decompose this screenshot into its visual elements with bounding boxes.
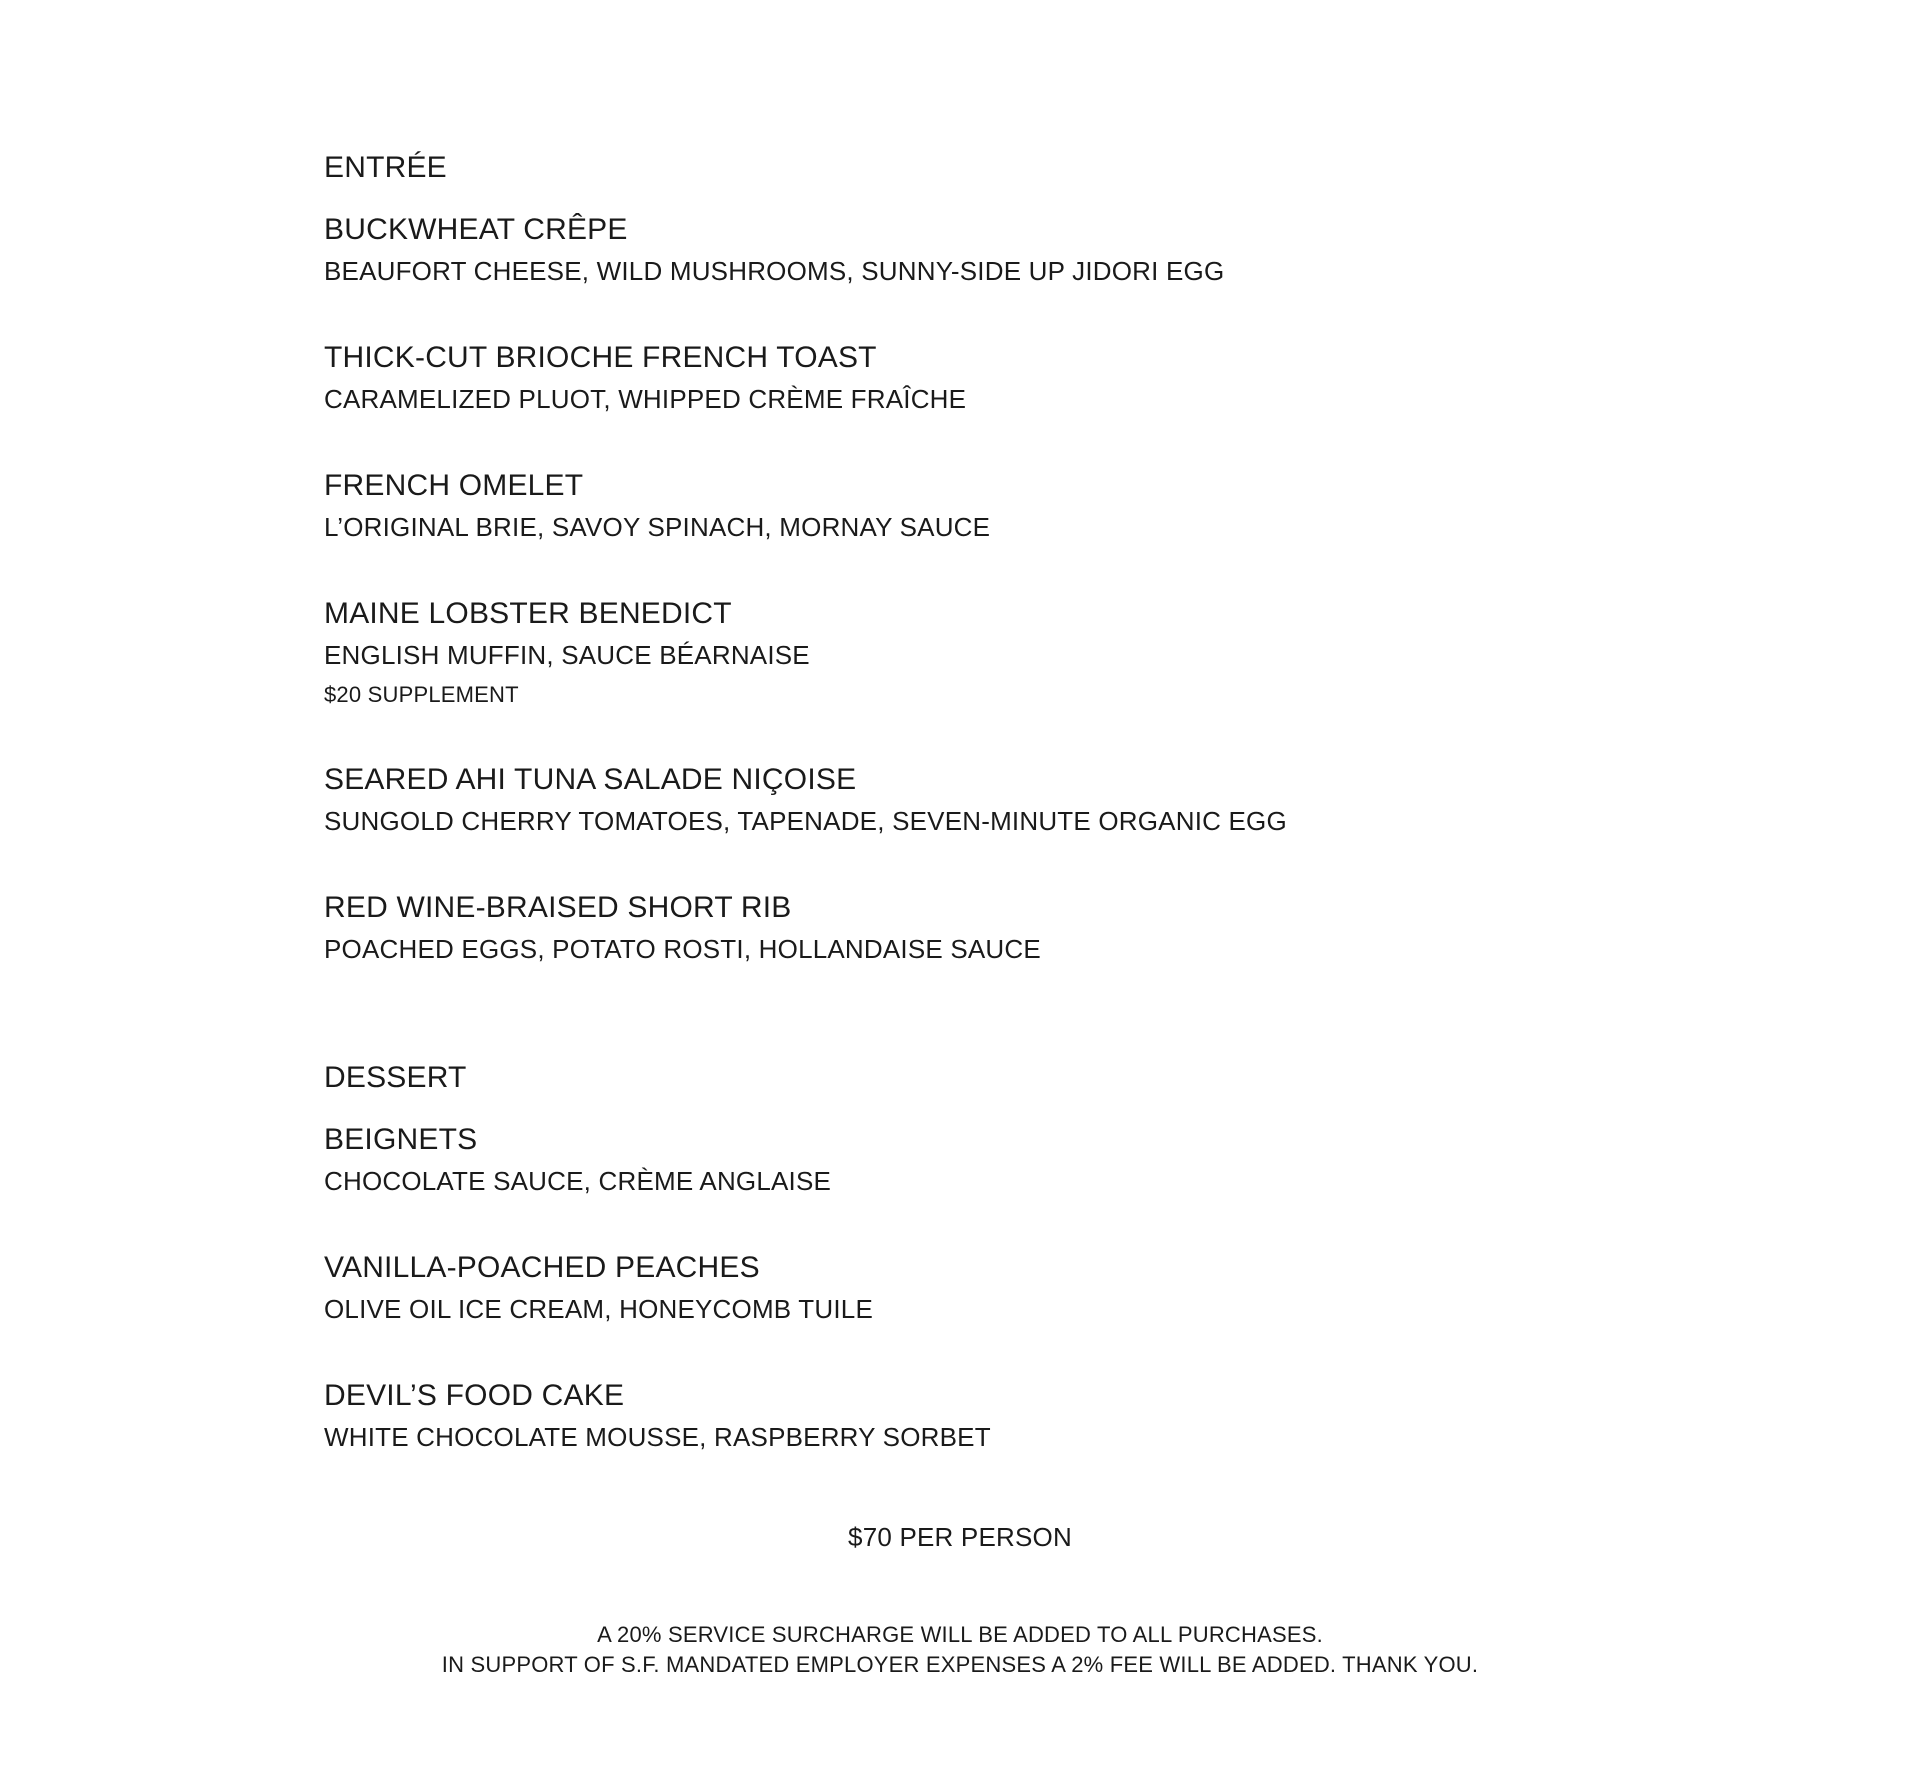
- section-title-entree: ENTRÉE: [324, 151, 447, 184]
- item-description: ENGLISH MUFFIN, SAUCE BÉARNAISE: [324, 640, 810, 670]
- item-supplement: $20 SUPPLEMENT: [324, 682, 519, 707]
- item-name: RED WINE-BRAISED SHORT RIB: [324, 891, 792, 924]
- item-description: SUNGOLD CHERRY TOMATOES, TAPENADE, SEVEN-MINUTE ORGANIC EGG: [324, 806, 1287, 836]
- item-name: DEVIL’S FOOD CAKE: [324, 1379, 625, 1412]
- item-name: MAINE LOBSTER BENEDICT: [324, 597, 732, 630]
- price-per-person: $70 PER PERSON: [848, 1522, 1072, 1552]
- item-description: CHOCOLATE SAUCE, CRÈME ANGLAISE: [324, 1166, 832, 1196]
- item-description: L’ORIGINAL BRIE, SAVOY SPINACH, MORNAY SAUCE: [324, 512, 991, 542]
- menu-item: [324, 212, 1624, 288]
- item-description: POACHED EGGS, POTATO ROSTI, HOLLANDAISE SAUCE: [324, 934, 1041, 964]
- menu: [324, 150, 1624, 1454]
- footer-notice: [0, 1620, 1920, 1680]
- item-description: WHITE CHOCOLATE MOUSSE, RASPBERRY SORBET: [324, 1422, 991, 1452]
- footer-line-surcharge: A 20% SERVICE SURCHARGE WILL BE ADDED TO ALL PURCHASES.: [597, 1622, 1323, 1647]
- item-name: VANILLA-POACHED PEACHES: [324, 1251, 760, 1284]
- menu-item: [324, 762, 1624, 838]
- item-name: BEIGNETS: [324, 1123, 478, 1156]
- menu-item: [324, 596, 1624, 710]
- menu-item: [324, 340, 1624, 416]
- section-title-dessert: DESSERT: [324, 1061, 467, 1094]
- menu-item: [324, 1250, 1624, 1326]
- section-dessert: [324, 1060, 1624, 1454]
- menu-item: [324, 1378, 1624, 1454]
- menu-item: [324, 468, 1624, 544]
- item-name: SEARED AHI TUNA SALADE NIÇOISE: [324, 763, 857, 796]
- item-description: OLIVE OIL ICE CREAM, HONEYCOMB TUILE: [324, 1294, 873, 1324]
- footer-line-fee: IN SUPPORT OF S.F. MANDATED EMPLOYER EXPENSES A 2% FEE WILL BE ADDED. THANK YOU.: [441, 1652, 1479, 1677]
- section-entree: [324, 150, 1624, 966]
- item-name: BUCKWHEAT CRÊPE: [324, 213, 628, 246]
- menu-item: [324, 1122, 1624, 1198]
- menu-item: [324, 890, 1624, 966]
- item-description: CARAMELIZED PLUOT, WHIPPED CRÈME FRAÎCHE: [324, 384, 967, 414]
- item-name: THICK-CUT BRIOCHE FRENCH TOAST: [324, 341, 877, 374]
- item-description: BEAUFORT CHEESE, WILD MUSHROOMS, SUNNY-SIDE UP JIDORI EGG: [324, 256, 1225, 286]
- item-name: FRENCH OMELET: [324, 469, 584, 502]
